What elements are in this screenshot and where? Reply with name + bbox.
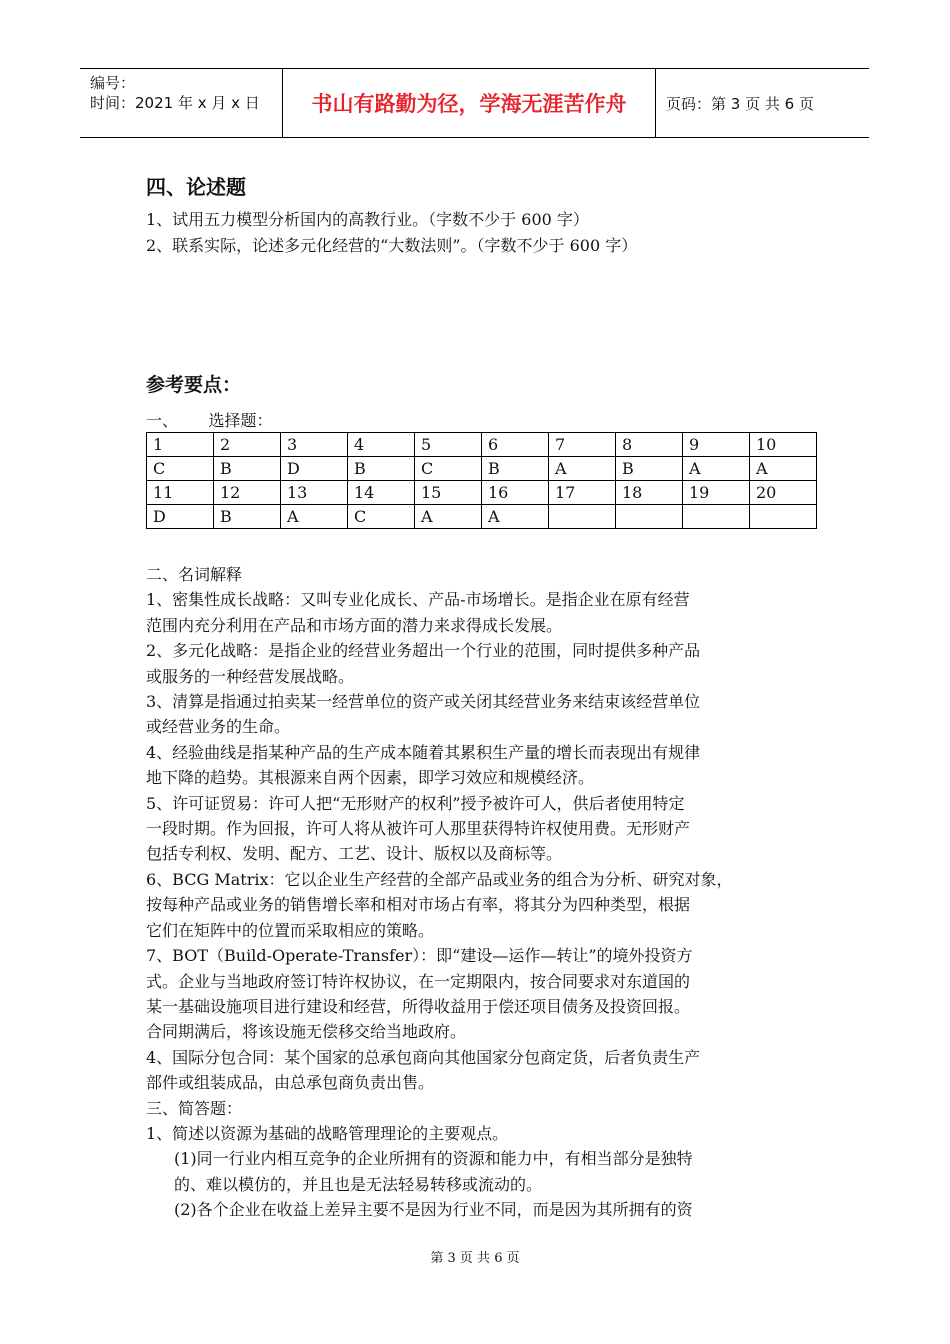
answer-table-row (147, 505, 817, 529)
answer-table-cell (750, 505, 817, 529)
reference-title: 参考要点： (146, 374, 242, 396)
answer-table-cell: 19 (683, 481, 750, 505)
answer-table-cell: 1 (147, 433, 214, 457)
answer-table-cell: 20 (750, 481, 817, 505)
answer-table-cell: A (482, 505, 549, 529)
header-motto: 书山有路勤为径，学海无涯苦作舟 (283, 69, 656, 137)
answer-body (146, 562, 826, 1223)
term-8-line-1: 4、国际分包合同：某个国家的总承包商向其他国家分包商定货，后者负责生产 (146, 1047, 701, 1067)
term-7-line-4: 合同期满后，将该设施无偿移交给当地政府。 (146, 1022, 467, 1042)
term-5-line-2: 一段时期。作为回报，许可人将从被许可人那里获得特许权使用费。无形财产 (146, 819, 691, 839)
term-3-line-1: 3、清算是指通过拍卖某一经营单位的资产或关闭其经营业务来结束该经营单位 (146, 692, 701, 712)
term-8-line-2: 部件或组装成品，由总承包商负责出售。 (146, 1073, 435, 1093)
page-footer: 第 3 页 共 6 页 (430, 1251, 520, 1266)
answer-table-cell: 15 (415, 481, 482, 505)
term-5-line-1: 5、许可证贸易：许可人把“无形财产的权利”授予被许可人，供后者使用特定 (146, 793, 685, 813)
answer-table-row (147, 457, 817, 481)
term-4-line-2: 地下降的趋势。其根源来自两个因素，即学习效应和规模经济。 (146, 768, 595, 788)
answer-table-cell: 16 (482, 481, 549, 505)
answer-table-cell: 14 (348, 481, 415, 505)
answer-table-cell: B (348, 457, 415, 481)
answer-table-cell: D (281, 457, 348, 481)
answer-table-cell (616, 505, 683, 529)
answer-table-row (147, 481, 817, 505)
term-7-line-1: 7、BOT（Build-Operate-Transfer）：即“建设—运作—转让”的境外投资方 (146, 946, 693, 966)
answer-table-cell: B (214, 457, 281, 481)
answer-table-cell: A (683, 457, 750, 481)
answer-table-cell: 2 (214, 433, 281, 457)
term-6-line-1: 6、BCG Matrix：它以企业生产经营的全部产品或业务的组合为分析、研究对象， (146, 869, 733, 889)
answer-table-cell: A (281, 505, 348, 529)
term-2-line-2: 或服务的一种经营发展战略。 (146, 666, 355, 686)
term-3-line-2: 或经营业务的生命。 (146, 717, 291, 737)
answer-table-cell: A (549, 457, 616, 481)
document-header (80, 68, 869, 138)
answer-table-cell: D (147, 505, 214, 529)
term-4-line-1: 4、经验曲线是指某种产品的生产成本随着其累积生产量的增长而表现出有规律 (146, 742, 701, 762)
answer-table-cell (549, 505, 616, 529)
short-point-1-line-1: (1)同一行业内相互竞争的企业所拥有的资源和能力中，有相当部分是独特 (174, 1149, 693, 1169)
answer-table-cell: 10 (750, 433, 817, 457)
answer-table-cell: 18 (616, 481, 683, 505)
essay-question-1: 1、试用五力模型分析国内的高教行业。（字数不少于 600 字） (146, 210, 589, 229)
short-point-2-line-1: (2)各个企业在收益上差异主要不是因为行业不同，而是因为其所拥有的资 (174, 1200, 693, 1220)
time-label: 时间：2021 年 x 月 x 日 (90, 94, 260, 112)
answer-table-cell: 13 (281, 481, 348, 505)
answer-table-cell: C (348, 505, 415, 529)
short-question-1: 1、简述以资源为基础的战略管理理论的主要观点。 (146, 1123, 509, 1143)
answer-table-cell: 5 (415, 433, 482, 457)
answer-table (146, 432, 817, 529)
answer-table-row (147, 433, 817, 457)
section-title-essay: 四、论述题 (146, 175, 246, 199)
term-1-line-2: 范围内充分利用在产品和市场方面的潜力来求得成长发展。 (146, 615, 563, 635)
header-page-info: 页码：第 3 页 共 6 页 (666, 94, 814, 113)
term-1-line-1: 1、密集性成长战略：又叫专业化成长、产品-市场增长。是指企业在原有经营 (146, 590, 690, 610)
answer-table-cell: C (147, 457, 214, 481)
answer-table-cell: A (750, 457, 817, 481)
term-5-line-3: 包括专利权、发明、配方、工艺、设计、版权以及商标等。 (146, 844, 563, 864)
answer-table-cell: 4 (348, 433, 415, 457)
terms-title: 二、名词解释 (146, 565, 243, 584)
answer-table-cell: 12 (214, 481, 281, 505)
answer-table-cell: B (214, 505, 281, 529)
term-6-line-3: 它们在矩阵中的位置而采取相应的策略。 (146, 920, 435, 940)
essay-question-2: 2、联系实际，论述多元化经营的“大数法则”。（字数不少于 600 字） (146, 236, 638, 255)
answer-table-cell: 6 (482, 433, 549, 457)
answer-table-cell: 17 (549, 481, 616, 505)
term-6-line-2: 按每种产品或业务的销售增长率和相对市场占有率，将其分为四种类型，根据 (146, 895, 691, 915)
answer-table-cell: 11 (147, 481, 214, 505)
short-point-1-line-2: 的、难以模仿的，并且也是无法轻易转移或流动的。 (174, 1174, 543, 1194)
number-label: 编号： (90, 74, 136, 92)
answer-table-cell: B (616, 457, 683, 481)
choice-label: 一、 选择题： (146, 411, 273, 430)
answer-table-cell: 9 (683, 433, 750, 457)
answer-table-cell: C (415, 457, 482, 481)
answer-table-cell: 7 (549, 433, 616, 457)
term-7-line-2: 式。企业与当地政府签订特许权协议，在一定期限内，按合同要求对东道国的 (146, 971, 691, 991)
term-2-line-1: 2、多元化战略：是指企业的经营业务超出一个行业的范围，同时提供多种产品 (146, 641, 701, 661)
header-meta (80, 69, 283, 137)
answer-table-cell (683, 505, 750, 529)
answer-table-cell: A (415, 505, 482, 529)
answer-table-cell: 8 (616, 433, 683, 457)
term-7-line-3: 某一基础设施项目进行建设和经营，所得收益用于偿还项目债务及投资回报。 (146, 996, 691, 1016)
answer-table-cell: B (482, 457, 549, 481)
answer-table-cell: 3 (281, 433, 348, 457)
short-answer-title: 三、简答题： (146, 1098, 243, 1118)
